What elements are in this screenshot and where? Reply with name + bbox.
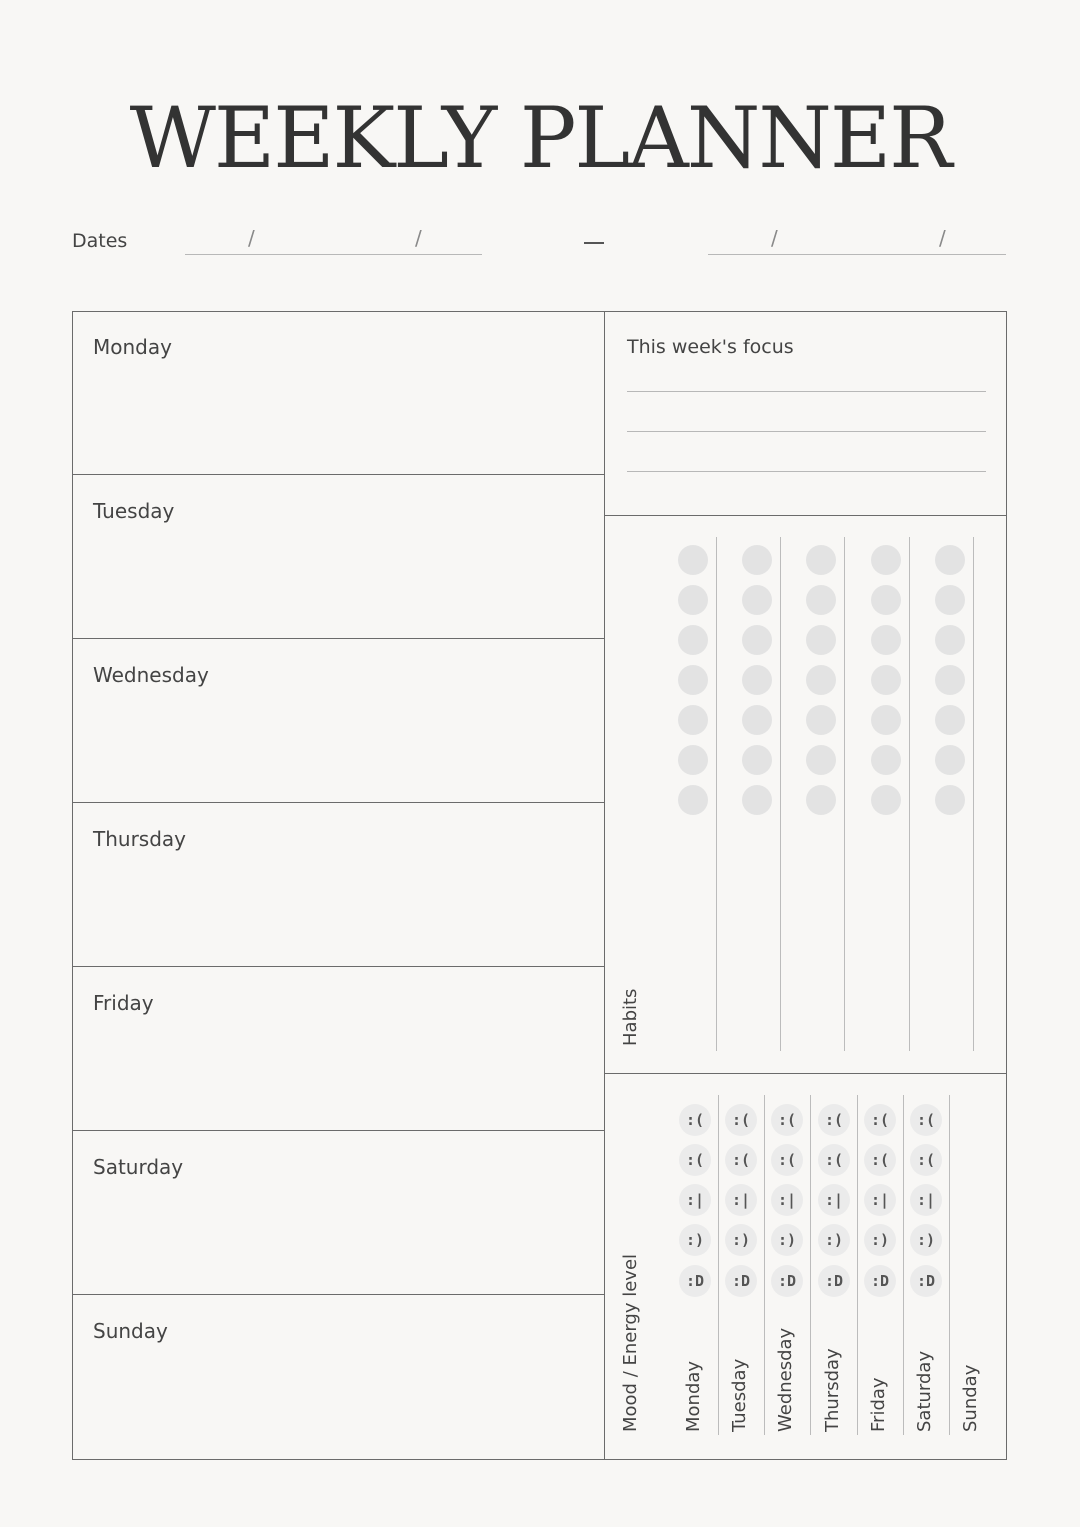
habit-checkbox[interactable] xyxy=(742,665,772,695)
mood-day-label: Thursday xyxy=(822,1348,843,1432)
habit-checkbox[interactable] xyxy=(871,585,901,615)
habit-checkbox[interactable] xyxy=(935,625,965,655)
mood-column-line xyxy=(810,1095,811,1435)
mood-face-icon[interactable]: :| xyxy=(771,1184,803,1216)
habit-column-line xyxy=(716,537,717,1051)
day-label: Friday xyxy=(93,991,154,1015)
mood-face-icon[interactable]: :D xyxy=(725,1265,757,1297)
mood-face-icon[interactable]: :( xyxy=(725,1104,757,1136)
focus-label: This week's focus xyxy=(627,336,794,358)
habit-checkbox[interactable] xyxy=(806,705,836,735)
day-box-wednesday[interactable] xyxy=(72,639,604,803)
habit-checkbox[interactable] xyxy=(742,785,772,815)
focus-habits-divider xyxy=(604,515,1007,516)
mood-face-icon[interactable]: :( xyxy=(910,1144,942,1176)
mood-day-label: Saturday xyxy=(914,1350,935,1432)
habit-checkbox[interactable] xyxy=(678,665,708,695)
habit-checkbox[interactable] xyxy=(871,625,901,655)
day-box-monday[interactable] xyxy=(72,311,604,475)
day-label: Monday xyxy=(93,335,172,359)
day-label: Thursday xyxy=(93,827,186,851)
day-box-saturday[interactable] xyxy=(72,1131,604,1295)
mood-face-icon[interactable]: :) xyxy=(864,1224,896,1256)
mood-face-icon[interactable]: :) xyxy=(910,1224,942,1256)
column-divider xyxy=(604,311,605,1460)
mood-column-line xyxy=(764,1095,765,1435)
habit-checkbox[interactable] xyxy=(871,705,901,735)
mood-face-icon[interactable]: :| xyxy=(679,1184,711,1216)
mood-face-icon[interactable]: :) xyxy=(818,1224,850,1256)
habit-checkbox[interactable] xyxy=(935,545,965,575)
mood-face-icon[interactable]: :( xyxy=(818,1144,850,1176)
habit-checkbox[interactable] xyxy=(742,705,772,735)
habit-checkbox[interactable] xyxy=(678,625,708,655)
habit-checkbox[interactable] xyxy=(678,585,708,615)
mood-column-line xyxy=(857,1095,858,1435)
day-box-friday[interactable] xyxy=(72,967,604,1131)
mood-face-icon[interactable]: :D xyxy=(679,1265,711,1297)
focus-line[interactable] xyxy=(627,391,986,392)
habit-checkbox[interactable] xyxy=(678,705,708,735)
mood-face-icon[interactable]: :D xyxy=(910,1265,942,1297)
mood-face-icon[interactable]: :( xyxy=(864,1104,896,1136)
start-date-field[interactable] xyxy=(185,254,482,255)
mood-face-icon[interactable]: :D xyxy=(864,1265,896,1297)
mood-face-icon[interactable]: :( xyxy=(725,1144,757,1176)
habit-checkbox[interactable] xyxy=(806,745,836,775)
day-label: Saturday xyxy=(93,1155,184,1179)
mood-day-label: Friday xyxy=(868,1377,889,1432)
date-range-dash xyxy=(584,242,604,244)
end-date-field[interactable] xyxy=(708,254,1006,255)
mood-column-line xyxy=(903,1095,904,1435)
mood-day-label: Monday xyxy=(683,1360,704,1432)
habit-column-line xyxy=(844,537,845,1051)
habit-column-line xyxy=(973,537,974,1051)
mood-day-label: Sunday xyxy=(960,1364,981,1432)
habit-checkbox[interactable] xyxy=(678,785,708,815)
habit-checkbox[interactable] xyxy=(806,665,836,695)
habit-column-line xyxy=(780,537,781,1051)
day-label: Wednesday xyxy=(93,663,209,687)
habit-checkbox[interactable] xyxy=(935,785,965,815)
mood-face-icon[interactable]: :D xyxy=(818,1265,850,1297)
day-label: Tuesday xyxy=(93,499,175,523)
mood-face-icon[interactable]: :( xyxy=(771,1104,803,1136)
day-box-thursday[interactable] xyxy=(72,803,604,967)
habit-checkbox[interactable] xyxy=(806,785,836,815)
mood-face-icon[interactable]: :( xyxy=(679,1104,711,1136)
habit-checkbox[interactable] xyxy=(935,585,965,615)
mood-label: Mood / Energy level xyxy=(620,1253,641,1432)
day-box-tuesday[interactable] xyxy=(72,475,604,639)
start-date-slash-2: / xyxy=(415,226,422,250)
focus-line[interactable] xyxy=(627,471,986,472)
habit-checkbox[interactable] xyxy=(742,745,772,775)
mood-face-icon[interactable]: :D xyxy=(771,1265,803,1297)
habit-checkbox[interactable] xyxy=(935,745,965,775)
habits-label: Habits xyxy=(620,988,641,1046)
habits-mood-divider xyxy=(604,1073,1007,1074)
habit-checkbox[interactable] xyxy=(871,665,901,695)
habit-checkbox[interactable] xyxy=(806,585,836,615)
start-date-slash-1: / xyxy=(248,226,255,250)
mood-face-icon[interactable]: :| xyxy=(818,1184,850,1216)
mood-face-icon[interactable]: :) xyxy=(725,1224,757,1256)
day-box-sunday[interactable] xyxy=(72,1295,604,1459)
habit-checkbox[interactable] xyxy=(871,785,901,815)
day-label: Sunday xyxy=(93,1319,168,1343)
habit-checkbox[interactable] xyxy=(678,745,708,775)
mood-face-icon[interactable]: :( xyxy=(864,1144,896,1176)
mood-column-line xyxy=(949,1095,950,1435)
habit-column-line xyxy=(909,537,910,1051)
habit-checkbox[interactable] xyxy=(742,545,772,575)
end-date-slash-1: / xyxy=(771,226,778,250)
mood-column-line xyxy=(718,1095,719,1435)
mood-face-icon[interactable]: :( xyxy=(771,1144,803,1176)
page-title: WEEKLY PLANNER xyxy=(129,89,951,187)
mood-day-label: Wednesday xyxy=(775,1327,796,1432)
mood-face-icon[interactable]: :| xyxy=(725,1184,757,1216)
end-date-slash-2: / xyxy=(939,226,946,250)
habit-checkbox[interactable] xyxy=(871,545,901,575)
habit-checkbox[interactable] xyxy=(806,625,836,655)
mood-face-icon[interactable]: :) xyxy=(679,1224,711,1256)
habit-checkbox[interactable] xyxy=(871,745,901,775)
habit-checkbox[interactable] xyxy=(742,585,772,615)
mood-face-icon[interactable]: :| xyxy=(864,1184,896,1216)
habit-checkbox[interactable] xyxy=(678,545,708,575)
mood-face-icon[interactable]: :) xyxy=(771,1224,803,1256)
focus-line[interactable] xyxy=(627,431,986,432)
habit-checkbox[interactable] xyxy=(935,705,965,735)
mood-day-label: Tuesday xyxy=(729,1358,750,1432)
dates-label: Dates xyxy=(72,230,128,252)
habit-checkbox[interactable] xyxy=(742,625,772,655)
mood-face-icon[interactable]: :| xyxy=(910,1184,942,1216)
habit-checkbox[interactable] xyxy=(806,545,836,575)
habit-checkbox[interactable] xyxy=(935,665,965,695)
mood-face-icon[interactable]: :( xyxy=(818,1104,850,1136)
mood-face-icon[interactable]: :( xyxy=(679,1144,711,1176)
mood-face-icon[interactable]: :( xyxy=(910,1104,942,1136)
